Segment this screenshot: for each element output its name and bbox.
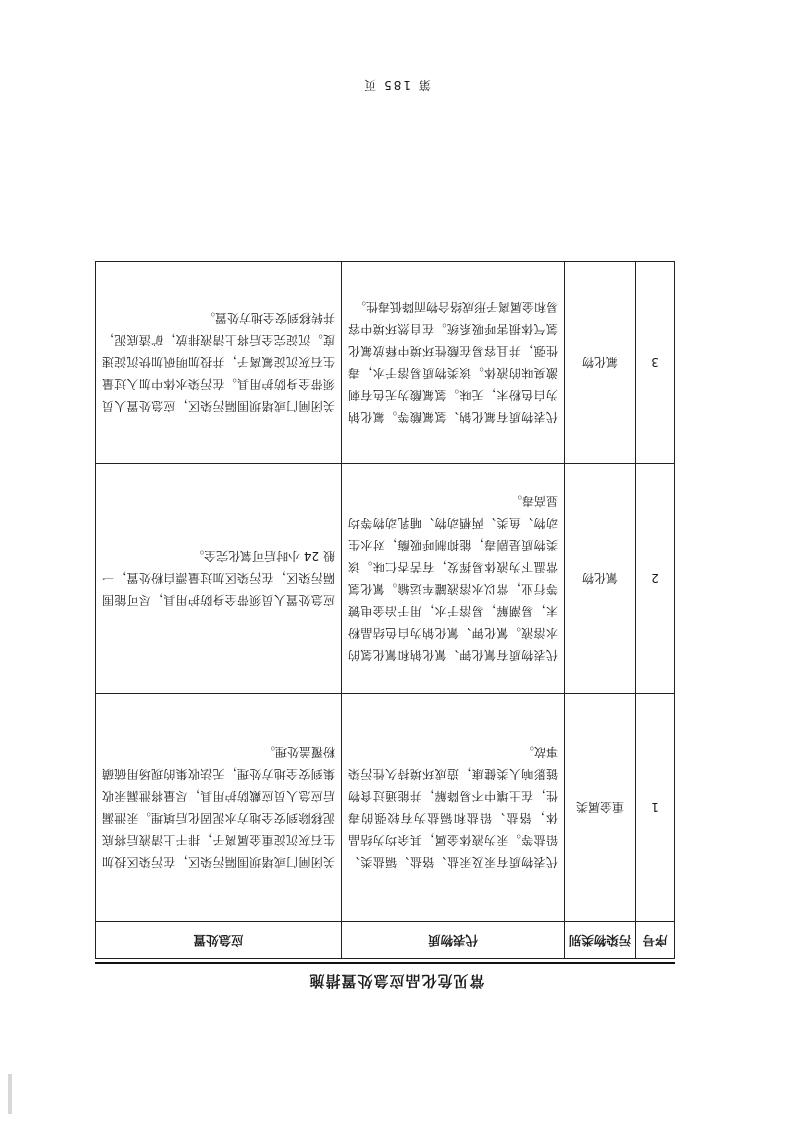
page-number: 第 185 页	[362, 78, 431, 92]
row-measures: 关闭闸门或堵坝围隔污染区，在污染区投加生石灰沉淀重金属离子，排干上清液后将底泥移除到安全地方水泥固化后填埋。汞泄漏后应急人员应戴防护用具，尽量将泄漏汞收集到安全地方处理，无法收集的现场用硫磺粉覆盖处理。	[96, 694, 342, 922]
row-category: 氰化物	[565, 464, 636, 694]
row-category: 氟化物	[565, 262, 636, 464]
row-substance: 代表物质有氟化钠、氢氟酸等。氟化钠为白色粉末，无味。氢氟酸为无色有刺激臭味的液体。该类物质易溶于水，毒性强，并且容易在酸性环境中释放氟化氢气体损害呼吸系统。在自然环境中容易和金属离子形成络合物而降低毒性。	[342, 262, 565, 464]
row-no: 3	[636, 262, 675, 464]
table-row	[96, 464, 675, 694]
header-measures: 应急处置	[96, 922, 342, 959]
header-category: 污染物类别	[565, 922, 636, 959]
row-category: 重金属类	[565, 694, 636, 922]
row-no: 2	[636, 464, 675, 694]
row-measures: 应急处置人员须带全身防护用具，尽可能围隔污染区，在污染区加过量漂白粉处置，一般 24 小时后可氧化完全。	[96, 464, 342, 694]
header-substance: 代表物质	[342, 922, 565, 959]
page-title: 常见危化品应急处置措施	[308, 972, 485, 990]
table-header-row	[96, 922, 675, 959]
header-no: 序号	[636, 922, 675, 959]
table-row	[96, 262, 675, 464]
table-row	[96, 694, 675, 922]
row-substance: 代表物质有汞及汞盐、铬盐、镉盐类、铅盐等。汞为液体金属，其余均为结晶体，铬盐、铅盐和镉盐为有较强的毒性，在土壤中不易降解，并能通过食物链影响人类健康，造成环境持久性污染事故。	[342, 694, 565, 922]
table-top-rule	[95, 962, 675, 964]
row-no: 1	[636, 694, 675, 922]
row-measures: 关闭闸门或堵坝围隔污染区，应急处置人员须带全身防护用具。在污染水体中加入过量生石灰沉淀氟离子，并投加明矾加快沉淀速度。沉淀完全后将上清液排放，矿渣底泥，并转移到安全地方处置。	[96, 262, 342, 464]
scan-artifact	[8, 1074, 12, 1114]
row-substance: 代表物质有氰化钾、氰化钠和氰化氢的水溶液。氰化钾、氰化钠为白色结晶粉末，易潮解，易溶于水，用于冶金电镀等行业，常以水溶液罐车运输。氰化氢常温下为液体易挥发，有苦杏仁味。该类物质是剧毒，能抑制呼吸酶，对水生动物、鱼类、两栖动物、哺乳动物等均显高毒。	[342, 464, 565, 694]
measures-table	[95, 261, 675, 959]
